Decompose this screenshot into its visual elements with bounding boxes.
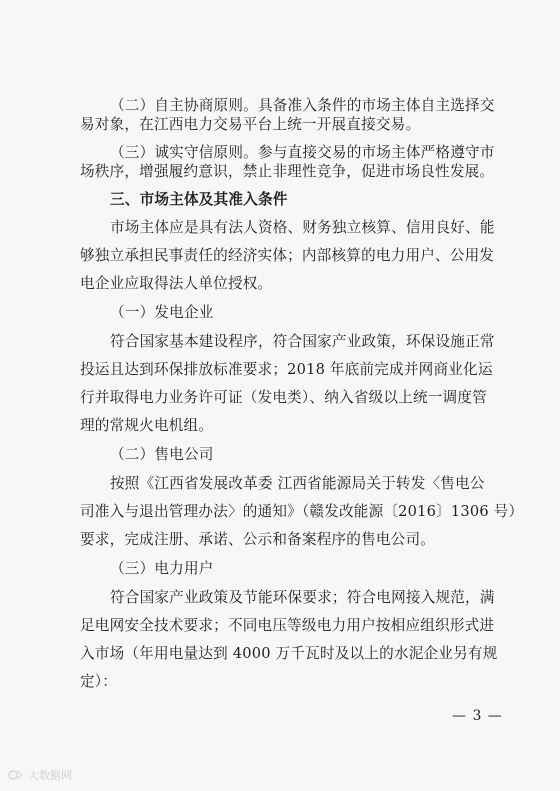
document-body — [80, 96, 524, 691]
subheading-line: （三）电力用户 — [110, 560, 214, 577]
body-line: 易对象，在江西电力交易平台上统一开展直接交易。 — [80, 116, 421, 133]
body-line: （三）诚实守信原则。参与直接交易的市场主体严格遵守市 — [110, 144, 495, 161]
body-line: 定）： — [80, 673, 118, 690]
watermark-text: 大数据网 — [28, 769, 72, 782]
body-line: 行并取得电力业务许可证（发电类）、纳入省级以上统一调度管 — [80, 389, 487, 406]
body-line: 要求，完成注册、承诺、公示和备案程序的售电公司。 — [80, 531, 436, 548]
body-line: 按照《江西省发展改革委 江西省能源局关于转发〈售电公 — [110, 475, 485, 492]
watermark — [8, 766, 118, 784]
body-line: 司准入与退出管理办法〉的通知》（赣发改能源〔2016〕1306 号） — [80, 503, 524, 520]
body-line: 场秩序，增强履约意识，禁止非理性竞争，促进市场良性发展。 — [80, 163, 495, 180]
body-line: 符合国家基本建设程序，符合国家产业政策，环保设施正常 — [110, 333, 495, 350]
body-line: 市场主体应是具有法人资格、财务独立核算、信用良好、能 — [110, 219, 495, 236]
body-line: 理的常规火电机组。 — [80, 417, 214, 434]
body-line: 电企业应取得法人单位授权。 — [80, 275, 273, 292]
section-heading: 三、市场主体及其准入条件 — [110, 191, 288, 208]
page-number: — 3 — — [452, 708, 503, 724]
body-line: 投运且达到环保排放标准要求；2018 年底前完成并网商业化运 — [80, 361, 493, 378]
subheading-line: （二）售电公司 — [110, 446, 214, 463]
subheading-line: （一）发电企业 — [110, 304, 214, 321]
body-line: （二）自主协商原则。具备准入条件的市场主体自主选择交 — [110, 97, 495, 114]
body-line: 足电网安全技术要求；不同电压等级电力用户按相应组织形式进 — [80, 617, 495, 634]
body-line: 够独立承担民事责任的经济实体；内部核算的电力用户、公用发 — [80, 247, 495, 264]
body-line: 符合国家产业政策及节能环保要求；符合电网接入规范，满 — [110, 589, 495, 606]
watermark-logo-icon — [8, 768, 24, 782]
body-line: 入市场（年用电量达到 4000 万千瓦时及以上的水泥企业另有规 — [80, 645, 498, 662]
